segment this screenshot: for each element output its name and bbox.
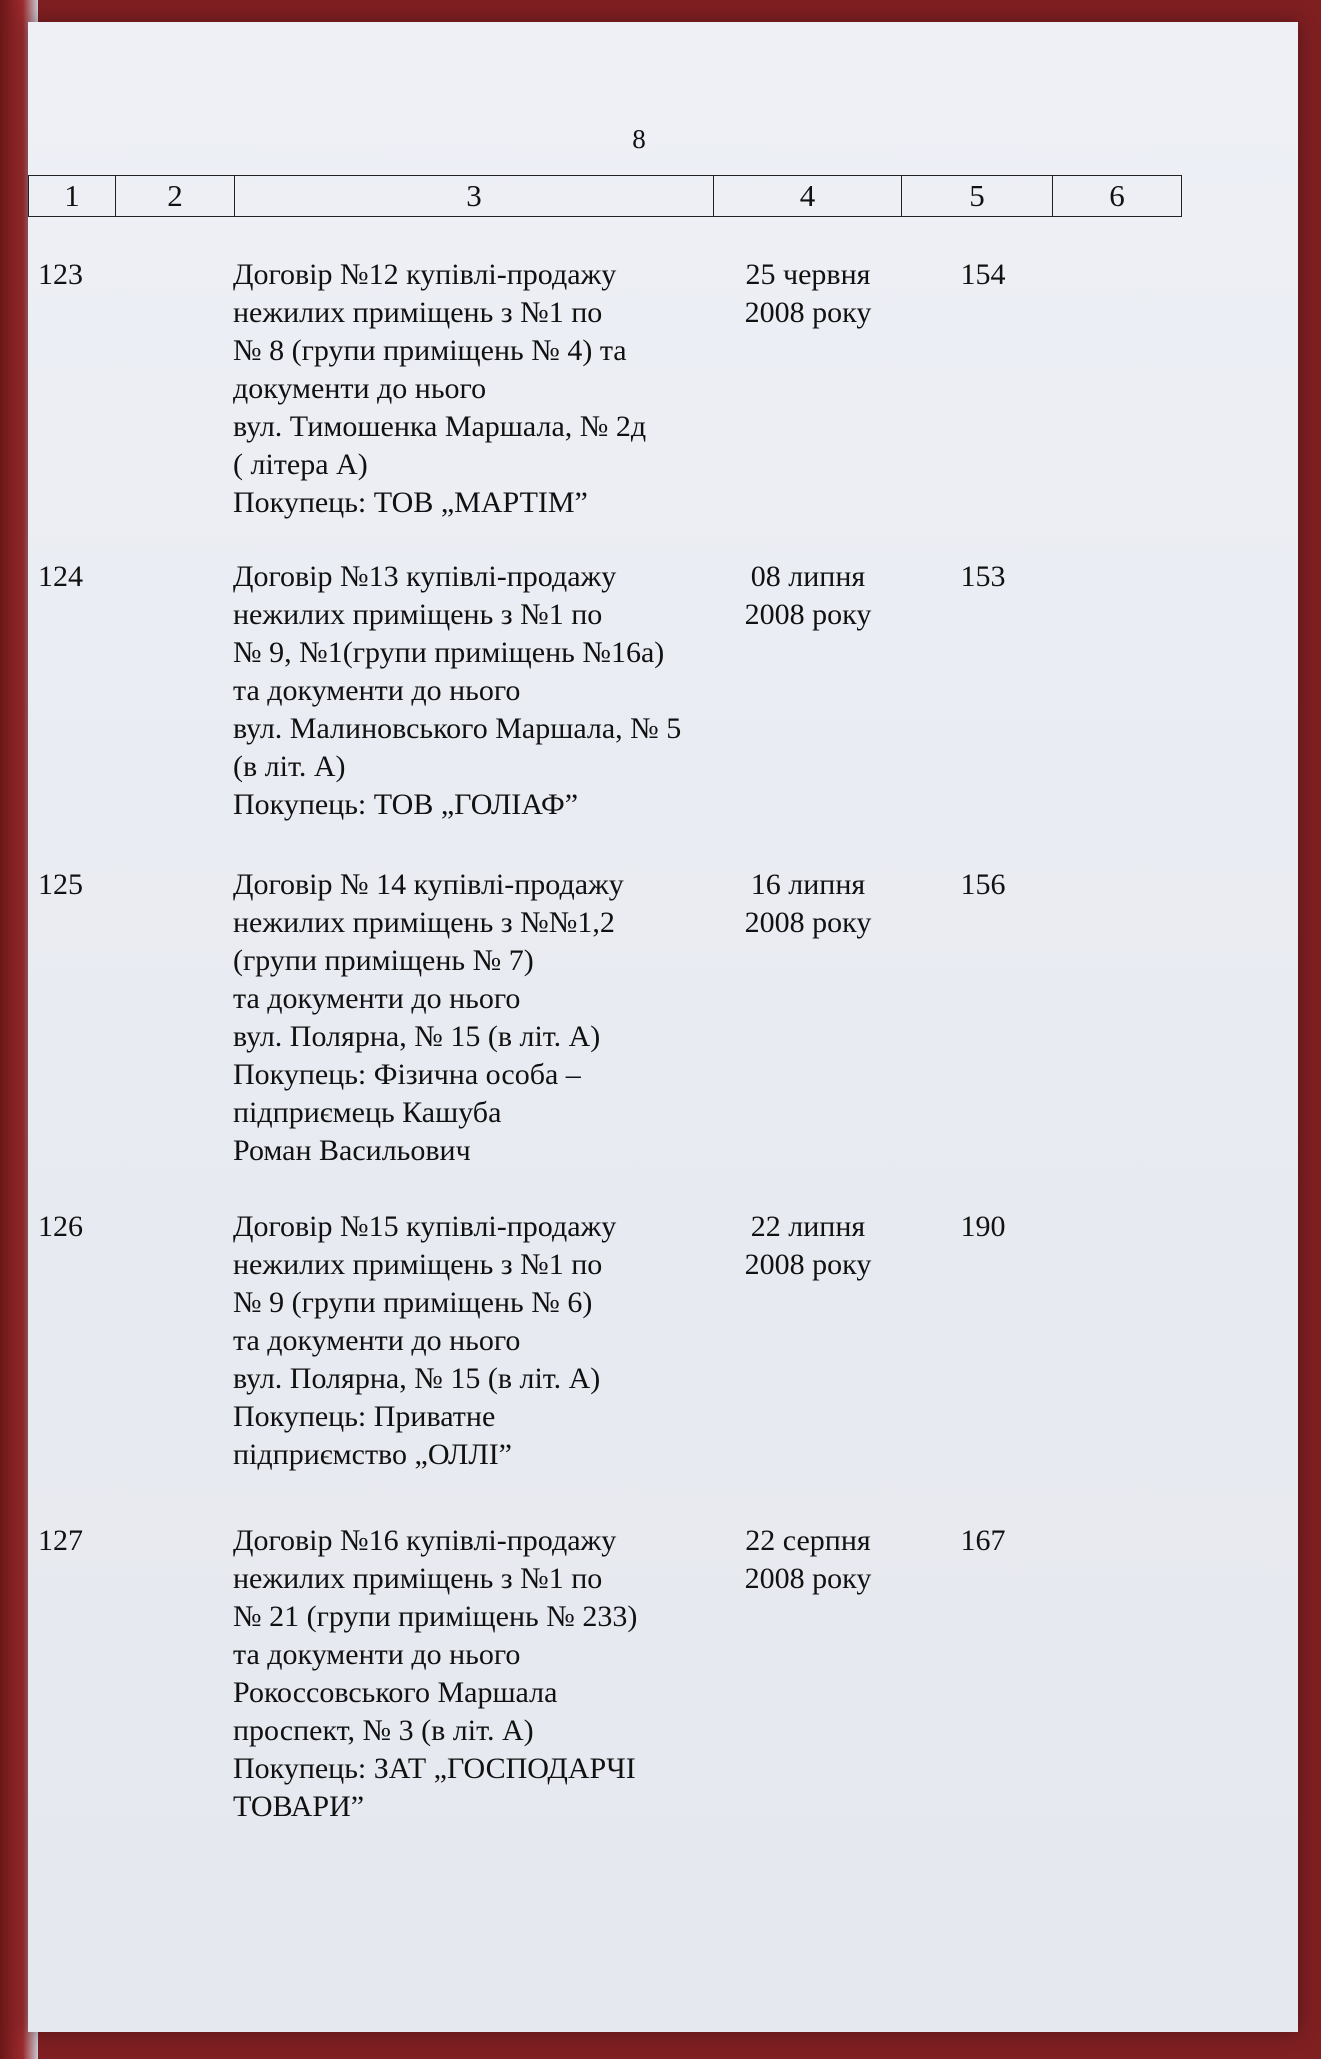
date-line: 2008 року — [744, 1248, 872, 1281]
entry-pages: 153 — [960, 560, 1006, 593]
date-line: 2008 року — [744, 906, 872, 939]
description-line: Договір №15 купівлі-продажу — [233, 1210, 617, 1243]
description-line: нежилих приміщень з №1 по — [233, 598, 603, 631]
column-header-3: 3 — [235, 176, 714, 217]
description-line: нежилих приміщень з №1 по — [233, 1562, 603, 1595]
column-header-2: 2 — [116, 176, 235, 217]
description-line: (в літ. А) — [233, 750, 346, 783]
entry-number: 124 — [38, 560, 83, 593]
description-line: Покупець: Приватне — [233, 1400, 496, 1433]
description-line: документи до нього — [233, 372, 487, 405]
description-line: ТОВАРИ” — [233, 1790, 365, 1823]
description-line: Покупець: ТОВ „МАРТІМ” — [233, 486, 588, 519]
description-line: Договір №16 купівлі-продажу — [233, 1524, 617, 1557]
entry-description — [233, 256, 753, 522]
description-line: та документи до нього — [233, 1638, 521, 1671]
entry-number: 126 — [38, 1210, 83, 1243]
description-line: Покупець: ЗАТ „ГОСПОДАРЧІ — [233, 1752, 636, 1785]
date-line: 2008 року — [744, 296, 872, 329]
entry-date — [708, 1208, 908, 1284]
description-line: вул. Малиновського Маршала, № 5 — [233, 712, 682, 745]
entry-date — [708, 558, 908, 634]
column-header-6: 6 — [1053, 176, 1182, 217]
date-line: 2008 року — [744, 598, 872, 631]
description-line: ( літера А) — [233, 448, 368, 481]
description-line: вул. Полярна, № 15 (в літ. А) — [233, 1362, 601, 1395]
description-line: підприємець Кашуба — [233, 1096, 502, 1129]
description-line: Покупець: Фізична особа – — [233, 1058, 581, 1091]
description-line: № 9, №1(групи приміщень №16а) — [233, 636, 665, 669]
column-header-5: 5 — [902, 176, 1053, 217]
date-line: 25 червня — [745, 258, 871, 291]
description-line: Договір № 14 купівлі-продажу — [233, 868, 624, 901]
description-line: проспект, № 3 (в літ. А) — [233, 1714, 534, 1747]
description-line: Договір №12 купівлі-продажу — [233, 258, 617, 291]
description-line: № 9 (групи приміщень № 6) — [233, 1286, 593, 1319]
document-page — [28, 22, 1298, 2032]
entry-date — [708, 866, 908, 942]
description-line: Рокоссовського Маршала — [233, 1676, 558, 1709]
date-line: 16 липня — [750, 868, 866, 901]
description-line: № 8 (групи приміщень № 4) та — [233, 334, 627, 367]
date-line: 08 липня — [750, 560, 866, 593]
description-line: підприємство „ОЛЛІ” — [233, 1438, 512, 1471]
entry-pages: 156 — [960, 868, 1006, 901]
description-line: нежилих приміщень з №1 по — [233, 1248, 603, 1281]
entry-pages: 190 — [960, 1210, 1006, 1243]
description-line: (групи приміщень № 7) — [233, 944, 534, 977]
column-header-4: 4 — [714, 176, 902, 217]
description-line: вул. Полярна, № 15 (в літ. А) — [233, 1020, 601, 1053]
entry-number: 123 — [38, 258, 83, 291]
entry-description — [233, 1208, 753, 1474]
description-line: № 21 (групи приміщень № 233) — [233, 1600, 638, 1633]
description-line: нежилих приміщень з №1 по — [233, 296, 603, 329]
description-line: вул. Тимошенка Маршала, № 2д — [233, 410, 647, 443]
entry-pages: 154 — [960, 258, 1006, 291]
date-line: 22 серпня — [745, 1524, 871, 1557]
description-line: та документи до нього — [233, 982, 521, 1015]
entry-pages: 167 — [960, 1524, 1006, 1557]
entry-date — [708, 256, 908, 332]
date-line: 22 липня — [750, 1210, 866, 1243]
description-line: Договір №13 купівлі-продажу — [233, 560, 617, 593]
entry-description — [233, 866, 753, 1170]
entry-date — [708, 1522, 908, 1598]
column-header-table — [28, 175, 1182, 217]
description-line: нежилих приміщень з №№1,2 — [233, 906, 615, 939]
entry-description — [233, 558, 753, 824]
entry-description — [233, 1522, 753, 1826]
description-line: Роман Васильович — [233, 1134, 471, 1167]
description-line: та документи до нього — [233, 674, 521, 707]
description-line: та документи до нього — [233, 1324, 521, 1357]
page-number: 8 — [632, 124, 646, 154]
date-line: 2008 року — [744, 1562, 872, 1595]
entry-number: 127 — [38, 1524, 83, 1557]
description-line: Покупець: ТОВ „ГОЛІАФ” — [233, 788, 579, 821]
entry-number: 125 — [38, 868, 83, 901]
column-header-1: 1 — [29, 176, 116, 217]
